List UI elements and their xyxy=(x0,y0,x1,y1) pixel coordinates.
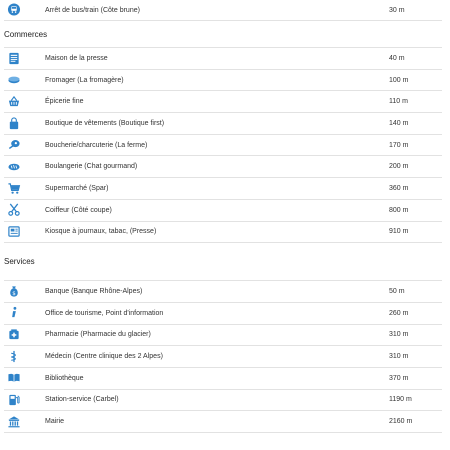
svg-text:$: $ xyxy=(11,290,16,297)
place-distance: 360 m xyxy=(389,184,409,192)
services-list xyxy=(4,280,442,433)
place-distance: 1190 m xyxy=(389,396,412,404)
section-title-commerces: Commerces xyxy=(4,30,48,39)
place-name: Supermarché (Spar) xyxy=(45,184,109,192)
place-name: Bibliothèque xyxy=(45,374,84,382)
list-item xyxy=(4,156,442,178)
list-item xyxy=(4,70,442,92)
list-item xyxy=(4,411,442,433)
shopping-cart-icon xyxy=(6,181,21,195)
place-distance: 140 m xyxy=(389,119,409,127)
section-title-services: Services xyxy=(4,257,35,267)
place-name: Maison de la presse xyxy=(45,54,108,62)
place-name: Office de tourisme, Point d'information xyxy=(45,309,164,317)
book-icon xyxy=(6,371,21,385)
pharmacy-icon xyxy=(6,328,21,342)
fuel-pump-icon xyxy=(6,393,21,407)
list-item xyxy=(4,346,442,368)
place-name: Kiosque à journaux, tabac, (Presse) xyxy=(45,228,157,236)
bus-stop-icon xyxy=(6,2,21,16)
town-hall-icon xyxy=(6,414,21,428)
place-distance: 170 m xyxy=(389,141,409,149)
basket-icon xyxy=(6,94,21,108)
place-name: Boulangerie (Chat gourmand) xyxy=(45,163,138,171)
place-distance: 40 m xyxy=(389,54,405,62)
place-distance: 310 m xyxy=(389,353,409,361)
list-item xyxy=(4,222,442,244)
scissors-icon xyxy=(6,203,21,217)
place-name: Boutique de vêtements (Boutique first) xyxy=(45,119,165,127)
place-distance: 260 m xyxy=(389,309,409,317)
list-item xyxy=(4,200,442,222)
kiosk-icon xyxy=(6,225,21,239)
place-distance: 110 m xyxy=(389,98,408,106)
place-name: Pharmacie (Pharmacie du glacier) xyxy=(45,331,151,339)
place-distance: 200 m xyxy=(389,163,409,171)
list-item xyxy=(4,325,442,347)
transport-list xyxy=(4,0,442,21)
place-name: Mairie xyxy=(45,418,65,426)
place-distance: 310 m xyxy=(389,331,409,339)
list-item xyxy=(4,368,442,390)
cheese-icon xyxy=(6,73,21,87)
list-item xyxy=(4,113,442,135)
place-name: Arrêt de bus/train (Côte brune) xyxy=(45,6,140,14)
money-bag-icon xyxy=(6,284,21,298)
newspaper-icon xyxy=(6,51,21,65)
place-name: Boucherie/charcuterie (La ferme) xyxy=(45,141,148,149)
list-item xyxy=(4,0,442,21)
place-distance: 2160 m xyxy=(389,418,413,426)
list-item xyxy=(4,280,442,303)
place-distance: 30 m xyxy=(389,6,405,14)
list-item xyxy=(4,390,442,412)
shopping-bag-icon xyxy=(6,116,21,130)
place-distance: 50 m xyxy=(389,288,405,296)
place-distance: 910 m xyxy=(389,228,409,236)
bread-icon xyxy=(6,159,21,173)
ham-icon xyxy=(6,138,21,152)
place-name: Coiffeur (Côté coupe) xyxy=(45,206,112,214)
place-distance: 800 m xyxy=(389,206,409,214)
place-name: Banque (Banque Rhône-Alpes) xyxy=(45,288,143,296)
place-name: Médecin (Centre clinique des 2 Alpes) xyxy=(45,353,163,361)
place-name: Station-service (Carbel) xyxy=(45,396,119,404)
list-item xyxy=(4,178,442,200)
place-name: Fromager (La fromagère) xyxy=(45,76,124,84)
list-item xyxy=(4,303,442,325)
info-icon xyxy=(6,306,21,320)
place-distance: 370 m xyxy=(389,374,409,382)
list-item xyxy=(4,47,442,70)
list-item xyxy=(4,91,442,113)
place-name: Épicerie fine xyxy=(45,98,84,106)
place-distance: 100 m xyxy=(389,76,409,84)
medical-icon xyxy=(6,349,21,363)
commerces-list xyxy=(4,47,442,243)
list-item xyxy=(4,135,442,157)
